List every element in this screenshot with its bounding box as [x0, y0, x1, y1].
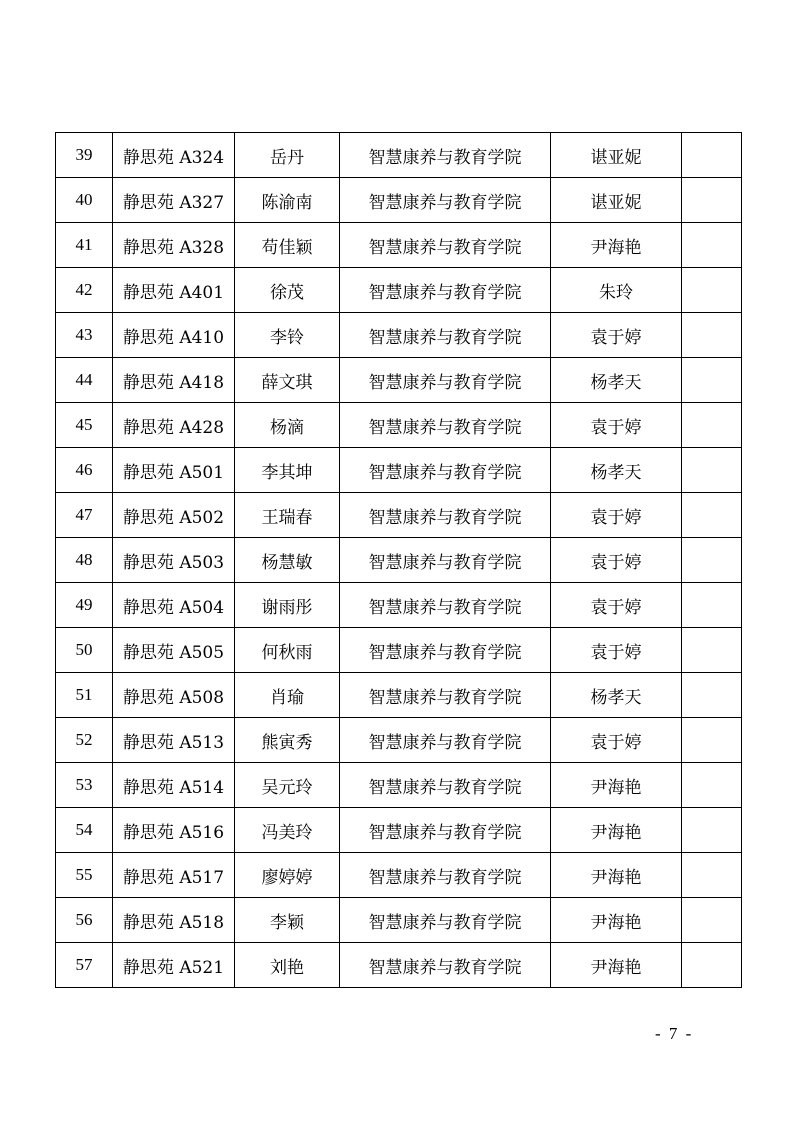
cell-number: 46	[56, 448, 113, 493]
cell-teacher: 尹海艳	[551, 853, 682, 898]
cell-teacher: 尹海艳	[551, 943, 682, 988]
table-row	[56, 268, 742, 313]
cell-remark	[682, 853, 742, 898]
cell-student-name: 杨慧敏	[235, 538, 340, 583]
cell-college: 智慧康养与教育学院	[340, 493, 551, 538]
cell-student-name: 熊寅秀	[235, 718, 340, 763]
cell-teacher: 袁于婷	[551, 583, 682, 628]
cell-remark	[682, 133, 742, 178]
dormitory-table	[55, 132, 742, 988]
table-row	[56, 223, 742, 268]
cell-number: 42	[56, 268, 113, 313]
cell-student-name: 何秋雨	[235, 628, 340, 673]
cell-student-name: 谢雨彤	[235, 583, 340, 628]
table-row	[56, 178, 742, 223]
cell-number: 53	[56, 763, 113, 808]
cell-teacher: 朱玲	[551, 268, 682, 313]
cell-student-name: 徐茂	[235, 268, 340, 313]
cell-teacher: 尹海艳	[551, 898, 682, 943]
table-row	[56, 538, 742, 583]
cell-room: 静思苑 A518	[113, 898, 235, 943]
table-row	[56, 493, 742, 538]
cell-number: 40	[56, 178, 113, 223]
cell-college: 智慧康养与教育学院	[340, 718, 551, 763]
table-row	[56, 898, 742, 943]
cell-student-name: 陈渝南	[235, 178, 340, 223]
cell-number: 54	[56, 808, 113, 853]
cell-college: 智慧康养与教育学院	[340, 673, 551, 718]
table-row	[56, 718, 742, 763]
cell-student-name: 刘艳	[235, 943, 340, 988]
cell-number: 39	[56, 133, 113, 178]
cell-room: 静思苑 A516	[113, 808, 235, 853]
cell-remark	[682, 673, 742, 718]
cell-college: 智慧康养与教育学院	[340, 538, 551, 583]
cell-room: 静思苑 A428	[113, 403, 235, 448]
cell-college: 智慧康养与教育学院	[340, 898, 551, 943]
table-row	[56, 133, 742, 178]
table-row	[56, 673, 742, 718]
cell-college: 智慧康养与教育学院	[340, 943, 551, 988]
cell-teacher: 尹海艳	[551, 223, 682, 268]
table-row	[56, 313, 742, 358]
cell-number: 43	[56, 313, 113, 358]
cell-room: 静思苑 A521	[113, 943, 235, 988]
cell-teacher: 杨孝天	[551, 448, 682, 493]
cell-remark	[682, 403, 742, 448]
cell-college: 智慧康养与教育学院	[340, 268, 551, 313]
cell-remark	[682, 223, 742, 268]
cell-student-name: 李铃	[235, 313, 340, 358]
table-row	[56, 448, 742, 493]
cell-student-name: 廖婷婷	[235, 853, 340, 898]
cell-remark	[682, 268, 742, 313]
cell-student-name: 岳丹	[235, 133, 340, 178]
cell-room: 静思苑 A324	[113, 133, 235, 178]
cell-remark	[682, 493, 742, 538]
cell-teacher: 袁于婷	[551, 313, 682, 358]
cell-student-name: 杨滴	[235, 403, 340, 448]
cell-teacher: 袁于婷	[551, 403, 682, 448]
cell-teacher: 谌亚妮	[551, 178, 682, 223]
cell-number: 55	[56, 853, 113, 898]
cell-college: 智慧康养与教育学院	[340, 313, 551, 358]
cell-student-name: 李其坤	[235, 448, 340, 493]
cell-teacher: 袁于婷	[551, 718, 682, 763]
cell-teacher: 谌亚妮	[551, 133, 682, 178]
cell-remark	[682, 583, 742, 628]
cell-remark	[682, 898, 742, 943]
cell-college: 智慧康养与教育学院	[340, 358, 551, 403]
cell-number: 48	[56, 538, 113, 583]
cell-remark	[682, 358, 742, 403]
table-row	[56, 853, 742, 898]
cell-teacher: 袁于婷	[551, 493, 682, 538]
page-number: - 7 -	[655, 1024, 694, 1043]
cell-remark	[682, 313, 742, 358]
cell-number: 50	[56, 628, 113, 673]
cell-room: 静思苑 A503	[113, 538, 235, 583]
cell-student-name: 吴元玲	[235, 763, 340, 808]
cell-college: 智慧康养与教育学院	[340, 808, 551, 853]
table-row	[56, 763, 742, 808]
cell-number: 44	[56, 358, 113, 403]
cell-remark	[682, 943, 742, 988]
cell-teacher: 尹海艳	[551, 808, 682, 853]
cell-room: 静思苑 A513	[113, 718, 235, 763]
cell-college: 智慧康养与教育学院	[340, 223, 551, 268]
cell-student-name: 冯美玲	[235, 808, 340, 853]
cell-college: 智慧康养与教育学院	[340, 628, 551, 673]
cell-number: 52	[56, 718, 113, 763]
cell-remark	[682, 538, 742, 583]
cell-room: 静思苑 A327	[113, 178, 235, 223]
cell-number: 56	[56, 898, 113, 943]
cell-college: 智慧康养与教育学院	[340, 448, 551, 493]
cell-teacher: 杨孝天	[551, 358, 682, 403]
table-row	[56, 583, 742, 628]
cell-room: 静思苑 A504	[113, 583, 235, 628]
cell-room: 静思苑 A502	[113, 493, 235, 538]
cell-number: 57	[56, 943, 113, 988]
cell-number: 41	[56, 223, 113, 268]
cell-room: 静思苑 A501	[113, 448, 235, 493]
cell-room: 静思苑 A418	[113, 358, 235, 403]
cell-college: 智慧康养与教育学院	[340, 853, 551, 898]
cell-number: 51	[56, 673, 113, 718]
cell-student-name: 王瑞春	[235, 493, 340, 538]
table-body	[56, 133, 742, 988]
cell-remark	[682, 628, 742, 673]
cell-college: 智慧康养与教育学院	[340, 583, 551, 628]
cell-teacher: 袁于婷	[551, 538, 682, 583]
cell-student-name: 苟佳颖	[235, 223, 340, 268]
cell-college: 智慧康养与教育学院	[340, 178, 551, 223]
cell-college: 智慧康养与教育学院	[340, 403, 551, 448]
table-row	[56, 628, 742, 673]
cell-number: 47	[56, 493, 113, 538]
table-row	[56, 403, 742, 448]
cell-teacher: 袁于婷	[551, 628, 682, 673]
cell-number: 45	[56, 403, 113, 448]
cell-room: 静思苑 A508	[113, 673, 235, 718]
cell-college: 智慧康养与教育学院	[340, 763, 551, 808]
cell-remark	[682, 808, 742, 853]
cell-student-name: 薛文琪	[235, 358, 340, 403]
cell-college: 智慧康养与教育学院	[340, 133, 551, 178]
cell-student-name: 李颖	[235, 898, 340, 943]
table-row	[56, 808, 742, 853]
cell-room: 静思苑 A505	[113, 628, 235, 673]
cell-teacher: 杨孝天	[551, 673, 682, 718]
table-row	[56, 358, 742, 403]
cell-student-name: 肖瑜	[235, 673, 340, 718]
cell-remark	[682, 763, 742, 808]
cell-room: 静思苑 A514	[113, 763, 235, 808]
cell-remark	[682, 448, 742, 493]
table-row	[56, 943, 742, 988]
cell-room: 静思苑 A328	[113, 223, 235, 268]
cell-number: 49	[56, 583, 113, 628]
cell-room: 静思苑 A410	[113, 313, 235, 358]
cell-room: 静思苑 A401	[113, 268, 235, 313]
cell-remark	[682, 718, 742, 763]
cell-remark	[682, 178, 742, 223]
cell-room: 静思苑 A517	[113, 853, 235, 898]
cell-teacher: 尹海艳	[551, 763, 682, 808]
